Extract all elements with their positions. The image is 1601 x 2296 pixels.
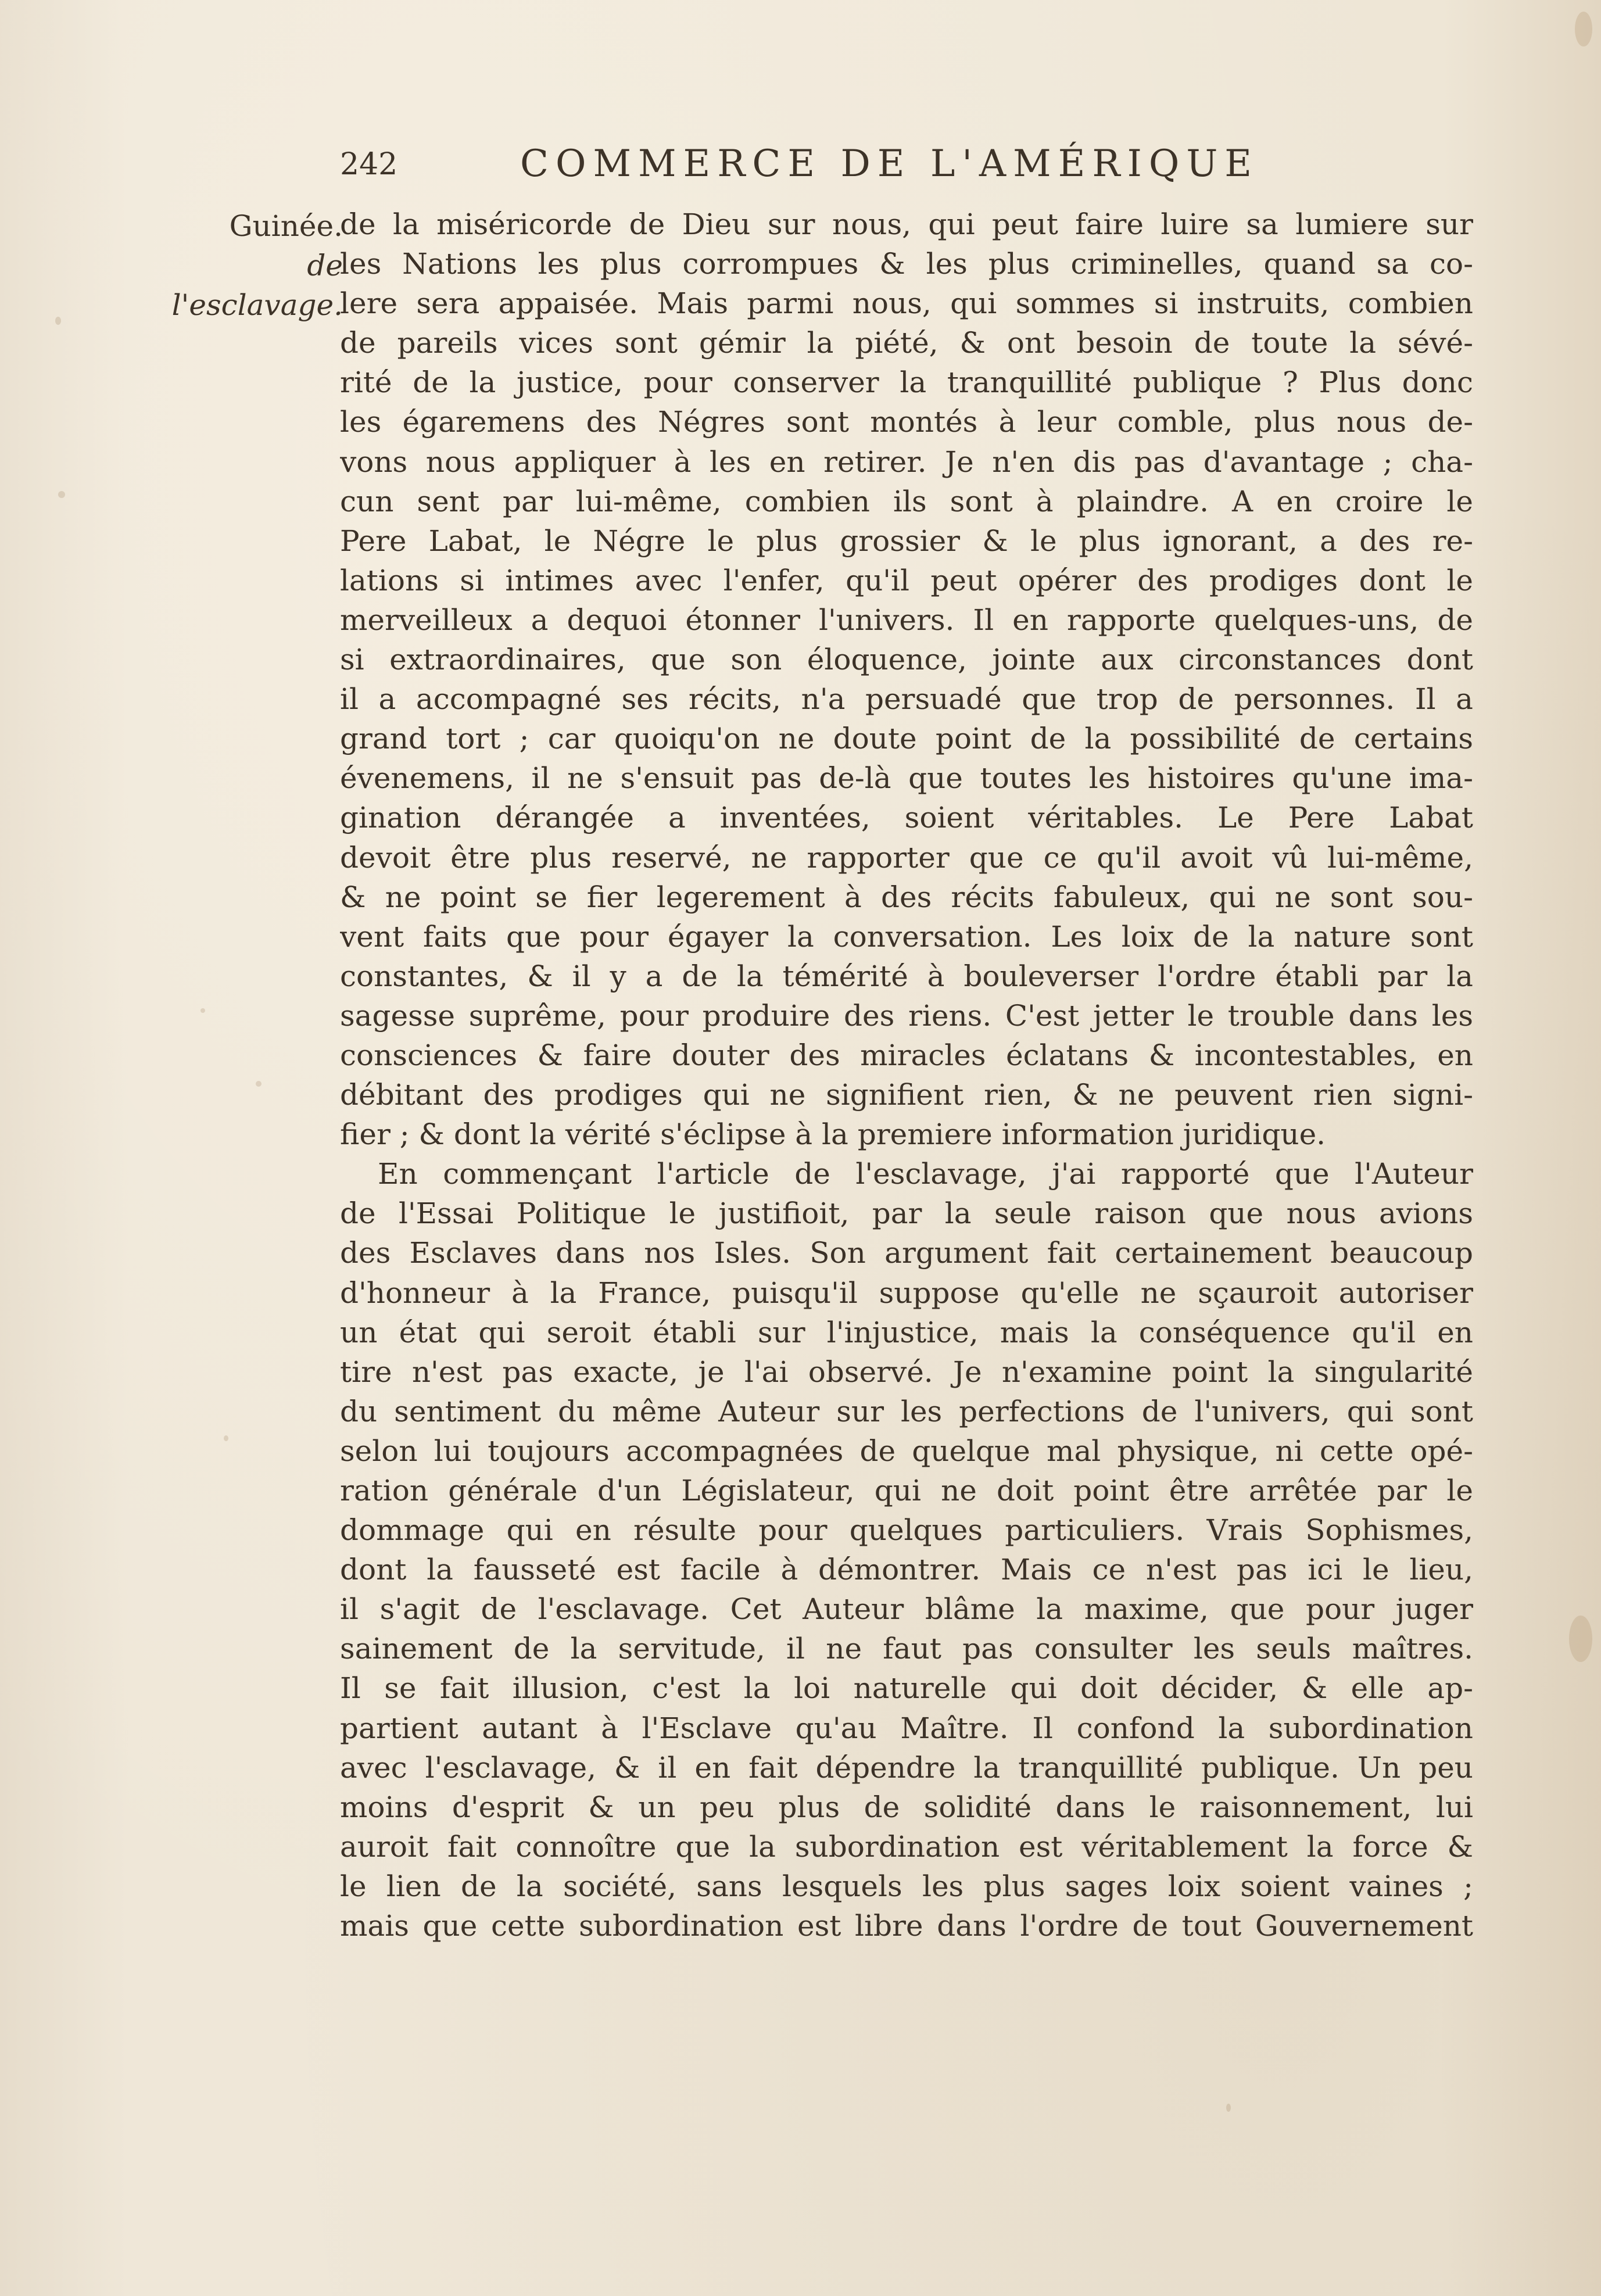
text-line: sainement de la servitude, il ne faut pas consulter les seuls maîtres. xyxy=(340,1632,1473,1666)
text-line: il s'agit de l'esclavage. Cet Auteur blâme la maxime, que pour juger xyxy=(340,1592,1473,1627)
text-line: moins d'esprit & un peu plus de solidité dans le raisonnement, lui xyxy=(340,1790,1473,1824)
margin-note-esclavage: de l'esclavage. xyxy=(171,249,343,322)
text-line: de la miséricorde de Dieu sur nous, qui peut faire luire sa lumiere sur xyxy=(340,207,1473,241)
text-line: lations si intimes avec l'enfer, qu'il peut opérer des prodiges dont le xyxy=(340,563,1473,597)
text-line: selon lui toujours accompagnées de quelque mal physique, ni cette opé- xyxy=(340,1434,1473,1468)
text-line: fier ; & dont la vérité s'éclipse à la premiere information juridique. xyxy=(340,1117,1326,1152)
text-line: le lien de la société, sans lesquels les plus sages loix soient vaines ; xyxy=(340,1869,1473,1903)
text-line: & ne point se fier legerement à des récits fabuleux, qui ne sont sou- xyxy=(340,880,1473,914)
text-line: consciences & faire douter des miracles éclatans & incontestables, en xyxy=(340,1038,1473,1072)
text-line: d'honneur à la France, puisqu'il suppose qu'elle ne sçauroit autoriser xyxy=(340,1276,1473,1310)
text-line: tire n'est pas exacte, je l'ai observé. Je n'examine point la singularité xyxy=(340,1355,1473,1389)
text-line: dommage qui en résulte pour quelques particuliers. Vrais Sophismes, xyxy=(340,1513,1473,1548)
text-line: grand tort ; car quoiqu'on ne doute point de la possibilité de certains xyxy=(340,722,1473,756)
text-line: sagesse suprême, pour produire des riens. C'est jetter le trouble dans les xyxy=(340,998,1473,1033)
text-line: vons nous appliquer à les en retirer. Je n'en dis pas d'avantage ; cha- xyxy=(340,445,1473,479)
margin-notes xyxy=(157,206,343,325)
text-line: cun sent par lui-même, combien ils sont à plaindre. A en croire le xyxy=(340,484,1473,518)
paper-stain xyxy=(256,1081,262,1087)
page-number: 242 xyxy=(340,147,398,182)
body-text xyxy=(340,205,1473,1946)
text-line: Il se fait illusion, c'est la loi naturelle qui doit décider, & elle ap- xyxy=(340,1671,1473,1706)
text-line: auroit fait connoître que la subordination est véritablement la force & xyxy=(340,1829,1473,1864)
text-line: devoit être plus reservé, ne rapporter que ce qu'il avoit vû lui-même, xyxy=(340,840,1473,875)
text-line: évenemens, il ne s'ensuit pas de-là que toutes les histoires qu'une ima- xyxy=(340,761,1473,796)
text-line: En commençant l'article de l'esclavage, j'ai rapporté que l'Auteur xyxy=(378,1157,1473,1191)
text-line: constantes, & il y a de la témérité à bouleverser l'ordre établi par la xyxy=(340,959,1473,993)
text-line: des Esclaves dans nos Isles. Son argument fait certainement beaucoup xyxy=(340,1236,1473,1270)
running-title: COMMERCE DE L'AMÉRIQUE xyxy=(520,142,1259,185)
paper-stain xyxy=(1575,12,1592,46)
text-line: mais que cette subordination est libre dans l'ordre de tout Gouvernement xyxy=(340,1909,1473,1943)
text-line: lere sera appaisée. Mais parmi nous, qui sommes si instruits, combien xyxy=(340,286,1473,321)
text-line: il a accompagné ses récits, n'a persuadé que trop de personnes. Il a xyxy=(340,682,1473,717)
text-line: si extraordinaires, que son éloquence, jointe aux circonstances dont xyxy=(340,643,1473,677)
paper-stain xyxy=(55,317,61,325)
paper-stain xyxy=(200,1008,205,1013)
text-line: gination dérangée a inventées, soient véritables. Le Pere Labat xyxy=(340,801,1473,835)
paper-stain xyxy=(1569,1616,1592,1662)
margin-note-guinee: Guinée. xyxy=(229,209,343,243)
text-line: dont la fausseté est facile à démontrer. Mais ce n'est pas ici le lieu, xyxy=(340,1553,1473,1587)
text-line: merveilleux a dequoi étonner l'univers. Il en rapporte quelques-uns, de xyxy=(340,603,1473,637)
text-line: les Nations les plus corrompues & les plus criminelles, quand sa co- xyxy=(340,247,1473,281)
text-line: de pareils vices sont gémir la piété, & ont besoin de toute la sévé- xyxy=(340,326,1473,360)
text-line: les égaremens des Négres sont montés à leur comble, plus nous de- xyxy=(340,405,1473,439)
text-line: débitant des prodiges qui ne signifient rien, & ne peuvent rien signi- xyxy=(340,1078,1473,1112)
paper-stain xyxy=(1226,2104,1231,2112)
text-line: avec l'esclavage, & il en fait dépendre la tranquillité publique. Un peu xyxy=(340,1750,1473,1785)
page-header xyxy=(331,142,1319,189)
text-line: Pere Labat, le Négre le plus grossier & le plus ignorant, a des re- xyxy=(340,524,1473,558)
paper-stain xyxy=(224,1435,228,1441)
text-line: partient autant à l'Esclave qu'au Maître. Il confond la subordination xyxy=(340,1711,1473,1745)
text-line: vent faits que pour égayer la conversation. Les loix de la nature sont xyxy=(340,919,1473,954)
text-line: de l'Essai Politique le justifioit, par la seule raison que nous avions xyxy=(340,1197,1473,1231)
paper-stain xyxy=(58,491,65,498)
text-line: rité de la justice, pour conserver la tranquillité publique ? Plus donc xyxy=(340,366,1473,400)
text-line: ration générale d'un Législateur, qui ne doit point être arrêtée par le xyxy=(340,1474,1473,1507)
text-line: du sentiment du même Auteur sur les perfections de l'univers, qui sont xyxy=(340,1394,1473,1428)
text-line: un état qui seroit établi sur l'injustice, mais la conséquence qu'il en xyxy=(340,1315,1473,1349)
